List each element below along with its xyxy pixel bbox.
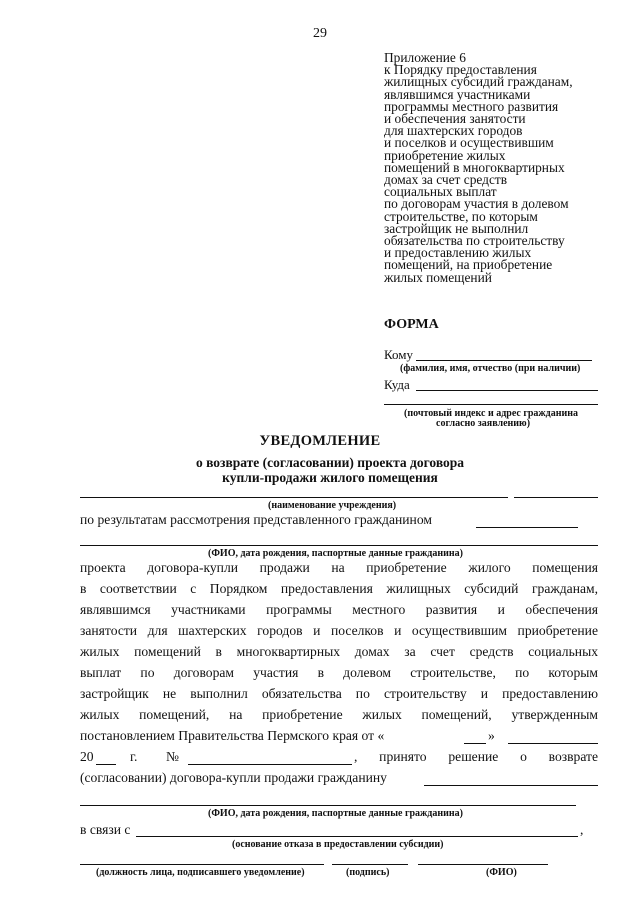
- citizen-field-3[interactable]: [80, 805, 576, 806]
- annex-line: к Порядку предоставления: [384, 62, 537, 78]
- address-field[interactable]: [416, 390, 598, 391]
- subtitle-line-2: купли-продажи жилого помещения: [222, 470, 438, 485]
- annex-line: застройщик не выполнил: [384, 220, 529, 236]
- number-sign: №: [166, 749, 179, 764]
- signature-field[interactable]: [332, 864, 408, 865]
- paragraph-line: жилых помещений, на приобретение жилых помещений, утвержденным: [80, 707, 598, 722]
- signature-hint: (подпись): [346, 867, 390, 878]
- annex-line: домах за счет средств: [384, 172, 508, 188]
- citizen-field[interactable]: [476, 527, 578, 528]
- decree-close-quote: »: [488, 728, 495, 743]
- year-suffix: г.: [130, 749, 138, 764]
- address-label: Куда: [384, 377, 410, 392]
- decree-text: постановлением Правительства Пермского края от «: [80, 728, 385, 743]
- approval-text: (согласовании) договора-купли продажи гражданину: [80, 770, 387, 785]
- institution-field[interactable]: [80, 497, 508, 498]
- decree-year-field[interactable]: [96, 764, 116, 765]
- fio-field[interactable]: [418, 864, 548, 865]
- citizen-hint-2: (ФИО, дата рождения, паспортные данные гражданина): [208, 808, 463, 819]
- annex-line: приобретение жилых: [384, 147, 506, 163]
- annex-line: для шахтерских городов: [384, 123, 523, 139]
- annex-line: помещений в многоквартирных: [384, 159, 565, 175]
- paragraph-line: проекта договора-купли продажи на приобретение жилого помещения: [80, 560, 598, 575]
- position-hint: (должность лица, подписавшего уведомление): [96, 867, 305, 878]
- reason-prefix: в связи с: [80, 822, 131, 837]
- document-title: УВЕДОМЛЕНИЕ: [259, 433, 381, 449]
- paragraph-line: являвшимся участниками программы местного развития и обеспечения: [80, 602, 598, 617]
- results-text: по результатам рассмотрения представленного гражданином: [80, 512, 432, 527]
- annex-line: социальных выплат: [384, 184, 497, 200]
- recipient-label: Кому: [384, 347, 414, 362]
- annex-line: Приложение 6: [384, 50, 466, 65]
- annex-line: помещений, на приобретение: [384, 257, 553, 273]
- paragraph-line: выплат по договорам участия в долевом строительстве, по которым: [80, 665, 598, 680]
- year-prefix: 20: [80, 749, 94, 764]
- approval-citizen-field[interactable]: [424, 785, 598, 786]
- institution-field-2[interactable]: [514, 497, 598, 498]
- fio-hint: (ФИО): [486, 867, 517, 878]
- decree-day-field[interactable]: [464, 743, 486, 744]
- citizen-field-2[interactable]: [80, 545, 598, 546]
- decree-number-field[interactable]: [188, 764, 352, 765]
- annex-line: программы местного развития: [384, 98, 559, 114]
- annex-header: [384, 52, 624, 284]
- annex-line: обязательства по строительству: [384, 233, 565, 249]
- decision-text: , принято решение о возврате: [354, 749, 598, 764]
- paragraph-line: занятости для шахтерских городов и поселков и осуществившим приобретение: [80, 623, 598, 638]
- paragraph-line: застройщик не выполнил обязательства по строительству и предоставлению: [80, 686, 598, 701]
- position-field[interactable]: [80, 864, 324, 865]
- recipient-field[interactable]: [416, 360, 592, 361]
- annex-line: и обеспечения занятости: [384, 111, 526, 127]
- reason-hint: (основание отказа в предоставлении субсидии): [232, 839, 444, 850]
- paragraph-line: в соответствии с Порядком предоставления жилищных субсидий гражданам,: [80, 581, 598, 596]
- reason-field[interactable]: [136, 836, 578, 837]
- institution-hint: (наименование учреждения): [268, 500, 397, 511]
- address-hint-2: согласно заявлению): [436, 418, 531, 429]
- paragraph-line: жилых помещений в многоквартирных домах за счет средств социальных: [80, 644, 598, 659]
- annex-line: и поселков и осуществившим: [384, 135, 554, 151]
- page-number: 29: [313, 26, 327, 41]
- annex-line: жилых помещений: [384, 269, 492, 285]
- address-field-2[interactable]: [384, 404, 598, 405]
- subtitle-line-1: о возврате (согласовании) проекта договора: [195, 455, 465, 470]
- annex-line: по договорам участия в долевом: [384, 196, 569, 212]
- annex-line: строительстве, по которым: [384, 208, 538, 224]
- reason-comma: ,: [580, 822, 584, 837]
- document-subtitle: [150, 455, 510, 485]
- recipient-hint: (фамилия, имя, отчество (при наличии): [400, 363, 581, 374]
- citizen-hint: (ФИО, дата рождения, паспортные данные гражданина): [208, 548, 463, 559]
- annex-line: являвшимся участниками: [384, 86, 531, 102]
- annex-line: и предоставлению жилых: [384, 245, 532, 261]
- address-hint-1: (почтовый индекс и адрес гражданина: [404, 408, 579, 419]
- decree-month-field[interactable]: [508, 743, 598, 744]
- annex-line: жилищных субсидий гражданам,: [384, 74, 573, 90]
- form-label: ФОРМА: [384, 317, 439, 332]
